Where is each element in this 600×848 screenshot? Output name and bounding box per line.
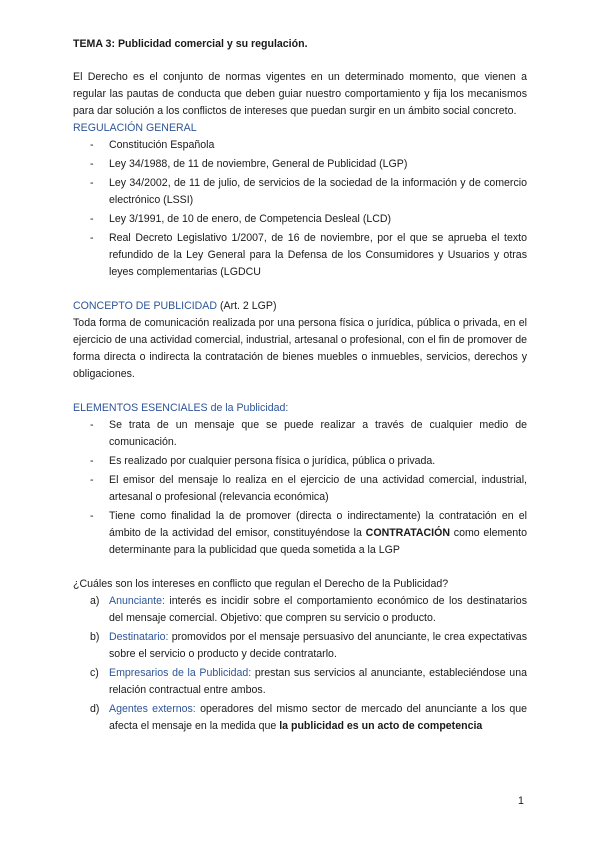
list-marker: d) — [90, 703, 100, 715]
list-item-label: Empresarios de la Publicidad: — [109, 667, 252, 679]
list-item-text: promovidos por el mensaje persuasivo del anunciante, le crea expectativas sobre el servicio o producto y decide contratarlo. — [109, 631, 527, 660]
intereses-question: ¿Cuáles son los intereses en conflicto que regulan el Derecho de la Publicidad? — [73, 578, 449, 590]
list-item-text: prestan sus servicios al anunciante, estableciéndose una relación contractual entre ambos. — [109, 667, 527, 696]
concepto-heading — [73, 298, 527, 315]
list-item — [73, 701, 527, 735]
list-item — [73, 593, 527, 627]
list-item-bold: la publicidad es un acto de competencia — [279, 720, 483, 732]
page-number: 1 — [518, 795, 524, 807]
list-item-text: como elemento determinante para la publicidad que queda sometida a la LGP — [109, 527, 528, 556]
document-title — [73, 36, 527, 53]
list-item-text: interés es incidir sobre el comportamiento económico de los destinatarios del mensaje comercial. Objetivo: que compren su servicio o producto. — [109, 595, 527, 624]
list-item: - Ley 34/2002, de 11 de julio, de servicios de la sociedad de la información y de comercio electrónico (LSSI) — [73, 175, 527, 209]
list-item: - Se trata de un mensaje que se puede realizar a través de cualquier medio de comunicación. — [73, 417, 527, 451]
concepto-heading-label: CONCEPTO DE PUBLICIDAD — [73, 300, 218, 312]
regulacion-heading: REGULACIÓN GENERAL — [73, 122, 197, 134]
list-item-label: Agentes externos: — [109, 703, 196, 715]
list-item-text: operadores del mismo sector de mercado del anunciante a los que afecta el mensaje en la medida que — [109, 703, 527, 732]
list-item-label: Anunciante: — [109, 595, 165, 607]
title-prefix: TEMA 3: — [73, 38, 115, 50]
list-item: - Es realizado por cualquier persona física o jurídica, pública o privada. — [73, 453, 527, 470]
elementos-heading: ELEMENTOS ESENCIALES de la Publicidad: — [73, 402, 289, 414]
list-item — [73, 629, 527, 663]
list-item-label: Destinatario: — [109, 631, 169, 643]
list-item: - Constitución Española — [73, 137, 527, 154]
list-marker: b) — [90, 631, 100, 643]
document-page — [73, 36, 527, 735]
title-text: Publicidad comercial y su regulación. — [117, 38, 308, 50]
list-item: - El emisor del mensaje lo realiza en el ejercicio de una actividad comercial, industrial, artesanal o profesional (relevancia económica) — [73, 472, 527, 506]
list-item: - Ley 34/1988, de 11 de noviembre, General de Publicidad (LGP) — [73, 156, 527, 173]
regulacion-list — [73, 137, 527, 281]
list-marker: a) — [90, 595, 100, 607]
list-item-bold: CONTRATACIÓN — [365, 527, 451, 539]
list-marker: c) — [90, 667, 99, 679]
concepto-heading-ref: (Art. 2 LGP) — [217, 300, 277, 312]
list-item: - Real Decreto Legislativo 1/2007, de 16 de noviembre, por el que se aprueba el texto refundido de la Ley General para la Defensa de los Consumidores y Usuarios y otras leyes complementarias (LGDCU — [73, 230, 527, 281]
intro-paragraph: El Derecho es el conjunto de normas vigentes en un determinado momento, que vienen a regular las pautas de conducta que deben guiar nuestro comportamiento y fija los mecanismos para dar solución a los conflictos de intereses que puedan surgir en un ámbito social concreto. — [73, 71, 527, 117]
list-item — [73, 665, 527, 699]
intereses-list — [73, 593, 527, 735]
list-item: - Ley 3/1991, de 10 de enero, de Competencia Desleal (LCD) — [73, 211, 527, 228]
concepto-paragraph: Toda forma de comunicación realizada por una persona física o jurídica, pública o privada, en el ejercicio de una actividad comercial, industrial, artesanal o profesional, con el fin de promover de forma directa o indirecta la contratación de bienes muebles o inmuebles, servicios, derechos y obligaciones. — [73, 317, 528, 380]
list-item — [73, 508, 527, 559]
elementos-list — [73, 417, 527, 559]
list-item-text: Tiene como finalidad la de promover (directa o indirectamente) la contratación en el ámbito de la actividad del emisor, constituyéndose la — [109, 510, 527, 539]
